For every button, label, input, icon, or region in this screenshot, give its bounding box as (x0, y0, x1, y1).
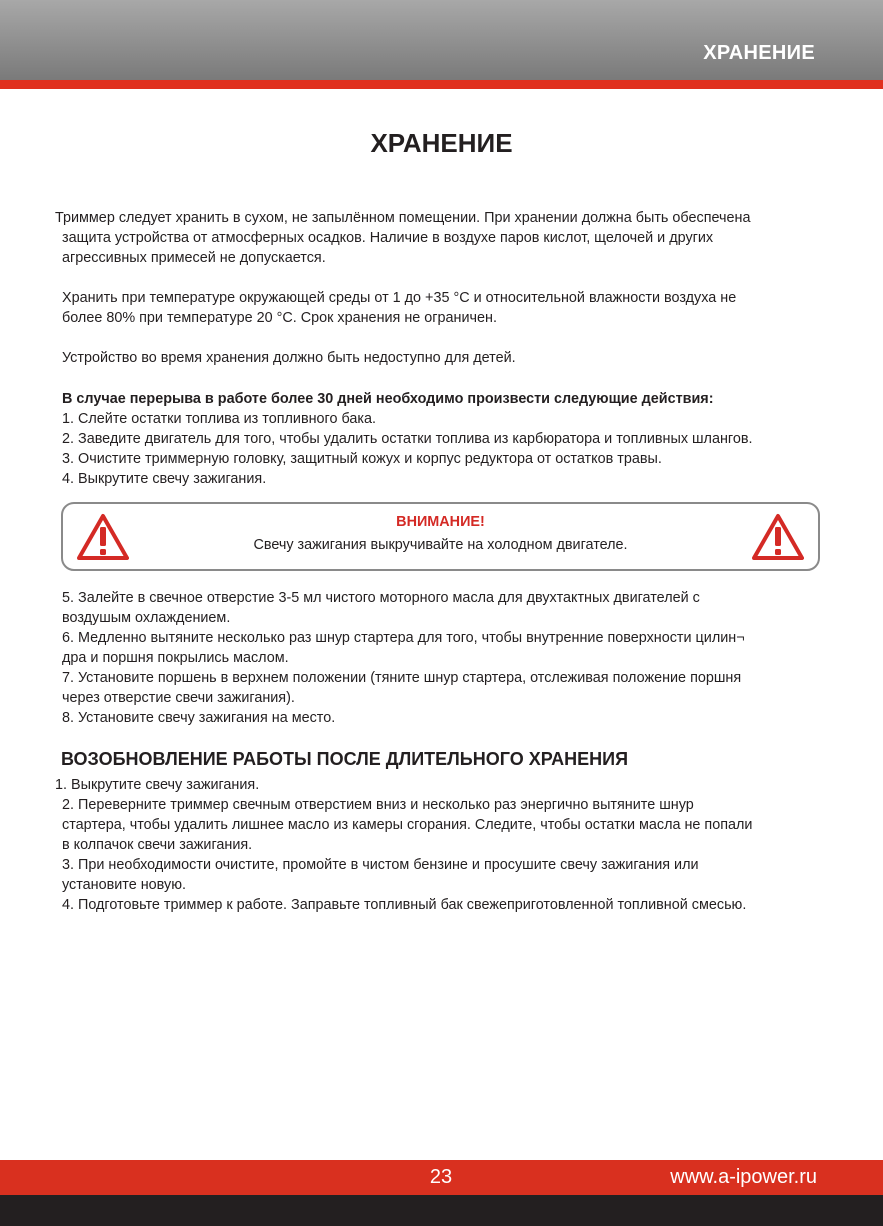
list-item: 8. Установите свечу зажигания на место. (62, 710, 336, 726)
paragraph-line: Устройство во время хранения должно быть недоступно для детей. (62, 350, 516, 366)
break-steps (55, 389, 845, 489)
warning-text: Свечу зажигания выкручивайте на холодном двигателе. (253, 537, 628, 553)
list-item: 3. Очистите триммерную головку, защитный кожух и корпус редуктора от остатков травы. (62, 451, 662, 467)
list-item: 2. Заведите двигатель для того, чтобы удалить остатки топлива из карбюратора и топливных шлангов. (62, 431, 753, 447)
warning-triangle-icon (752, 513, 804, 561)
list-item: стартера, чтобы удалить лишнее масло из камеры сгорания. Следите, чтобы остатки масла не попали (62, 817, 753, 833)
break-heading: В случае перерыва в работе более 30 дней необходимо произвести следующие действия: (62, 391, 714, 407)
list-item: установите новую. (62, 877, 186, 893)
storage-paragraph-1 (55, 208, 845, 268)
list-item: 7. Установите поршень в верхнем положении (тяните шнур стартера, отслеживая положение поршня (62, 670, 742, 686)
list-item: 2. Переверните триммер свечным отверстием вниз и несколько раз энергично вытяните шнур (62, 797, 694, 813)
list-item: 6. Медленно вытяните несколько раз шнур стартера для того, чтобы внутренние поверхности цилин¬ (62, 630, 745, 646)
section-heading: ВОЗОБНОВЛЕНИЕ РАБОТЫ ПОСЛЕ ДЛИТЕЛЬНОГО ХРАНЕНИЯ (61, 749, 628, 769)
paragraph-line: Хранить при температуре окружающей среды от 1 до +35 °С и относительной влажности воздуха не (62, 290, 737, 306)
list-item: 4. Подготовьте триммер к работе. Заправьте топливный бак свежеприготовленной топливной смесью. (62, 897, 747, 913)
header-bar (0, 0, 883, 80)
list-item: 1. Выкрутите свечу зажигания. (55, 777, 260, 793)
footer-bottom-bar (0, 1195, 883, 1226)
list-item: 1. Слейте остатки топлива из топливного бака. (62, 411, 377, 427)
list-item: дра и поршня покрылись маслом. (62, 650, 289, 666)
list-item: 4. Выкрутите свечу зажигания. (62, 471, 267, 487)
list-item: в колпачок свечи зажигания. (62, 837, 253, 853)
list-item: воздушым охлаждением. (62, 610, 231, 626)
warning-title: ВНИМАНИЕ! (396, 514, 485, 530)
page-number: 23 (429, 1166, 453, 1188)
paragraph-line: защита устройства от атмосферных осадков. Наличие в воздухе паров кислот, щелочей и других (62, 230, 714, 246)
storage-paragraph-2 (55, 288, 845, 328)
list-item: через отверстие свечи зажигания). (62, 690, 295, 706)
page-title: ХРАНЕНИЕ (370, 128, 513, 158)
warning-box (61, 502, 820, 571)
header-title: ХРАНЕНИЕ (703, 42, 815, 64)
storage-paragraph-3 (55, 348, 845, 368)
paragraph-line: Триммер следует хранить в сухом, не запылённом помещении. При хранении должна быть обеспечена (55, 210, 751, 226)
break-steps-continued (55, 588, 845, 728)
header-stripe (0, 80, 883, 89)
paragraph-line: агрессивных примесей не допускается. (62, 250, 326, 266)
list-item: 5. Залейте в свечное отверстие 3-5 мл чистого моторного масла для двухтактных двигателей с (62, 590, 700, 606)
resume-steps (55, 775, 845, 915)
list-item: 3. При необходимости очистите, промойте в чистом бензине и просушите свечу зажигания или (62, 857, 699, 873)
website-link[interactable]: www.a-ipower.ru (670, 1166, 817, 1188)
paragraph-line: более 80% при температуре 20 °С. Срок хранения не ограничен. (62, 310, 497, 326)
